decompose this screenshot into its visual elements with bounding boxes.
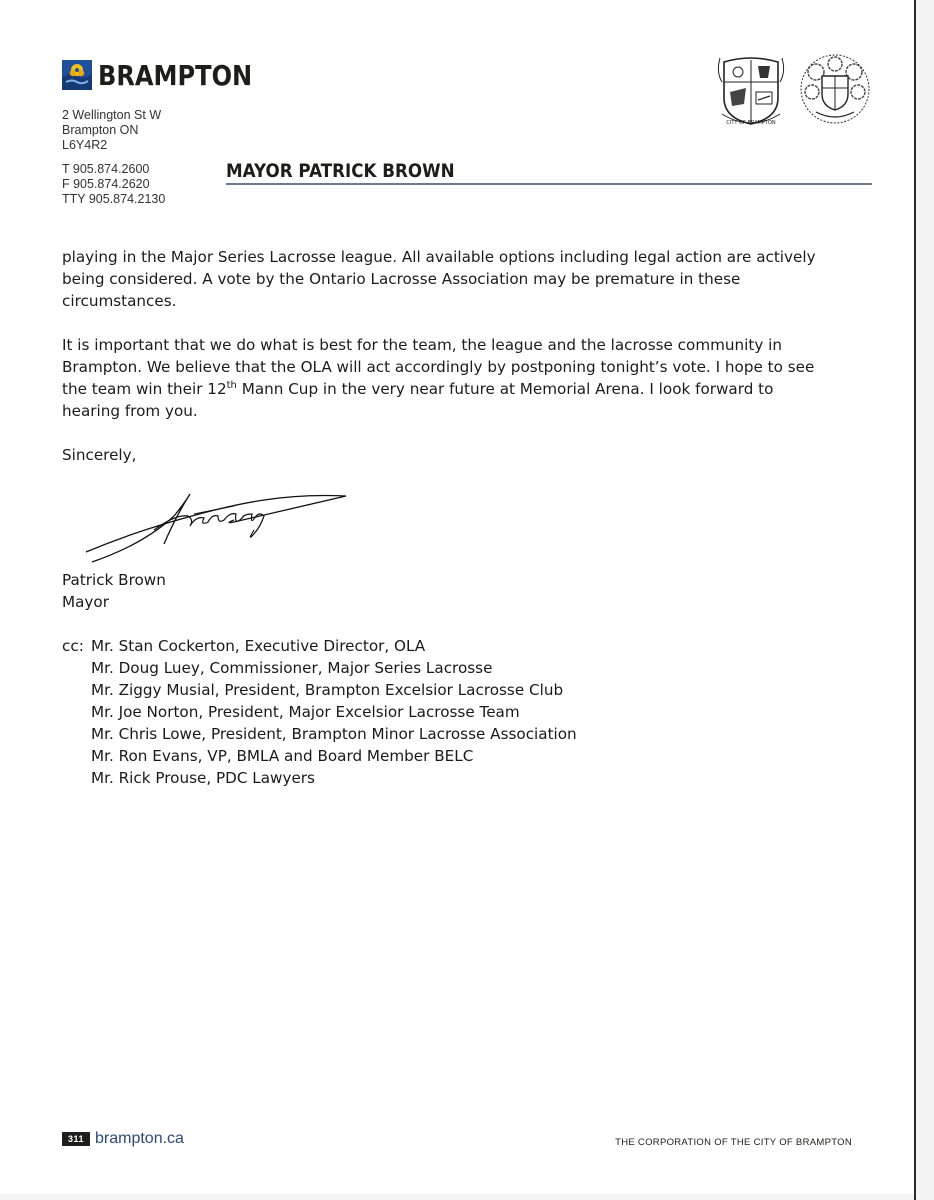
cc-recipient: Mr. Ron Evans, VP, BMLA and Board Member BELC xyxy=(91,747,474,765)
page-edge xyxy=(914,0,916,1200)
ordinal-suffix: th xyxy=(226,380,237,391)
brampton-logo xyxy=(62,58,277,92)
phone-line: T 905.874.2600 xyxy=(62,162,150,176)
header-rule xyxy=(226,183,872,185)
address-block xyxy=(62,108,161,153)
cc-label: cc: xyxy=(62,637,84,655)
cc-row xyxy=(62,679,577,701)
cc-list xyxy=(62,635,577,789)
footer-corporation: THE CORPORATION OF THE CITY OF BRAMPTON xyxy=(615,1137,852,1148)
signature-image xyxy=(84,486,354,566)
cc-recipient: Mr. Rick Prouse, PDC Lawyers xyxy=(91,769,315,787)
cc-recipient: Mr. Ziggy Musial, President, Brampton Excelsior Lacrosse Club xyxy=(91,681,564,699)
cc-recipient: Mr. Chris Lowe, President, Brampton Minor Lacrosse Association xyxy=(91,725,577,743)
brand-name: BRAMPTON xyxy=(98,58,253,92)
cc-recipient: Mr. Doug Luey, Commissioner, Major Series Lacrosse xyxy=(91,659,493,677)
closing: Sincerely, xyxy=(62,446,137,464)
address-line: Brampton ON xyxy=(62,123,139,137)
cc-row xyxy=(62,635,577,657)
cc-recipient: Mr. Joe Norton, President, Major Excelsior Lacrosse Team xyxy=(91,703,520,721)
cc-row xyxy=(62,745,577,767)
cc-row xyxy=(62,701,577,723)
cc-row xyxy=(62,657,577,679)
fax-line: F 905.874.2620 xyxy=(62,177,150,191)
brampton-flower-icon xyxy=(62,60,92,90)
letter-body xyxy=(62,246,822,488)
tty-line: TTY 905.874.2130 xyxy=(62,192,166,206)
office-title: MAYOR PATRICK BROWN xyxy=(226,160,455,182)
signer-title: Mayor xyxy=(62,593,109,611)
paragraph: playing in the Major Series Lacrosse league. All available options including legal action are actively being considered. A vote by the Ontario Lacrosse Association may be premature in these circumstances. xyxy=(62,248,816,310)
cc-row xyxy=(62,767,577,789)
311-badge: 311 xyxy=(62,1132,90,1146)
crest-caption: CITY OF BRAMPTON xyxy=(726,120,776,126)
phone-block xyxy=(62,162,165,207)
council-seal-icon xyxy=(798,52,872,126)
website-link[interactable]: brampton.ca xyxy=(95,1130,184,1147)
footer-website xyxy=(62,1130,184,1148)
cc-recipient: Mr. Stan Cockerton, Executive Director, OLA xyxy=(91,637,426,655)
city-crest-icon xyxy=(714,52,788,128)
paragraph-text: It is important that we do what is best for the team, the league and the lacrosse community in Brampton. We believe that the OLA will act accordingly by postponing tonight’s vote. I hope to see the team win their 12 xyxy=(62,336,815,398)
paragraph-text: Mann Cup in the very near future at Memorial Arena. I look forward to hearing from you. xyxy=(62,380,774,420)
paragraph xyxy=(62,334,822,422)
address-line: L6Y4R2 xyxy=(62,138,108,152)
cc-row xyxy=(62,723,577,745)
address-line: 2 Wellington St W xyxy=(62,108,162,122)
signer-name: Patrick Brown xyxy=(62,571,166,589)
signer-block xyxy=(62,569,166,613)
